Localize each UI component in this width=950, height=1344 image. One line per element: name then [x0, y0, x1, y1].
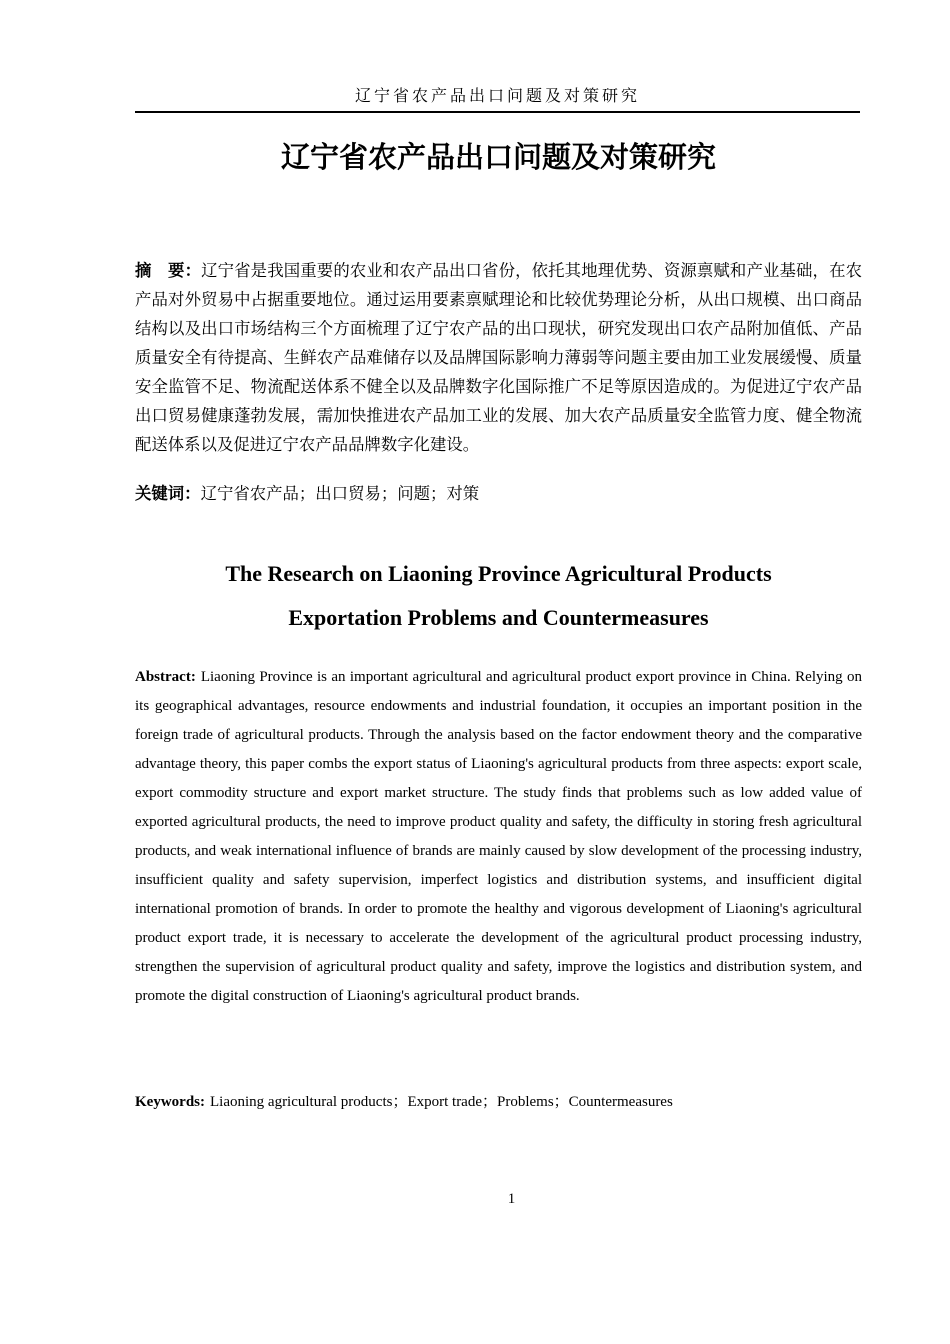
- english-title-line1: The Research on Liaoning Province Agricultural Products: [225, 561, 772, 586]
- english-keywords-text: Liaoning agricultural products；Export trade；Problems；Countermeasures: [210, 1094, 673, 1110]
- page-header: [135, 87, 860, 113]
- english-abstract-label: Abstract:: [135, 669, 196, 685]
- chinese-keywords: [135, 479, 862, 508]
- page-footer: [148, 1188, 875, 1210]
- english-abstract-text: Liaoning Province is an important agricultural and agricultural product export province in China. Relying on its geographical advantages, resource endowments and industrial foundation, it occupies an important position in the foreign trade of agricultural products. Through the analysis based on the factor endowment theory and the comparative advantage theory, this paper combs the export status of Liaoning's agricultural products from three aspects: export scale, export commodity structure and export market structure. The study finds that problems such as low added value of exported agricultural products, the need to improve product quality and safety, the difficulty in storing fresh agricultural products, and weak international influence of brands are mainly caused by slow development of the processing industry, insufficient quality and safety supervision, imperfect logistics and distribution systems, and insufficient digital international promotion of brands. In order to promote the healthy and vigorous development of Liaoning's agricultural product export trade, it is necessary to accelerate the development of the agricultural product processing industry, strengthen the supervision of agricultural product quality and safety, improve the logistics and distribution system, and promote the digital construction of Liaoning's agricultural product brands.: [135, 669, 862, 1004]
- chinese-abstract: [135, 256, 862, 459]
- chinese-keywords-label: 关键词：: [135, 484, 201, 503]
- english-abstract: [135, 663, 862, 1011]
- page-number: 1: [507, 1191, 516, 1207]
- english-keywords-label: Keywords:: [135, 1094, 205, 1110]
- chinese-abstract-text: 辽宁省是我国重要的农业和农产品出口省份，依托其地理优势、资源禀赋和产业基础，在农产品对外贸易中占据重要地位。通过运用要素禀赋理论和比较优势理论分析，从出口规模、出口商品结构以及出口市场结构三个方面梳理了辽宁农产品的出口现状，研究发现出口农产品附加值低、产品质量安全有待提高、生鲜农产品难储存以及品牌国际影响力薄弱等问题主要由加工业发展缓慢、质量安全监管不足、物流配送体系不健全以及品牌数字化国际推广不足等原因造成的。为促进辽宁农产品出口贸易健康蓬勃发展，需加快推进农产品加工业的发展、加大农产品质量安全监管力度、健全物流配送体系以及促进辽宁农产品品牌数字化建设。: [135, 261, 863, 454]
- chinese-title: 辽宁省农产品出口问题及对策研究: [280, 142, 716, 174]
- running-title: 辽宁省农产品出口问题及对策研究: [354, 88, 640, 105]
- english-title: [135, 552, 862, 640]
- english-title-line2: Exportation Problems and Countermeasures: [288, 605, 709, 630]
- chinese-keywords-text: 辽宁省农产品；出口贸易；问题；对策: [200, 484, 480, 503]
- chinese-abstract-label: 摘 要：: [135, 261, 202, 280]
- english-keywords: [135, 1088, 862, 1117]
